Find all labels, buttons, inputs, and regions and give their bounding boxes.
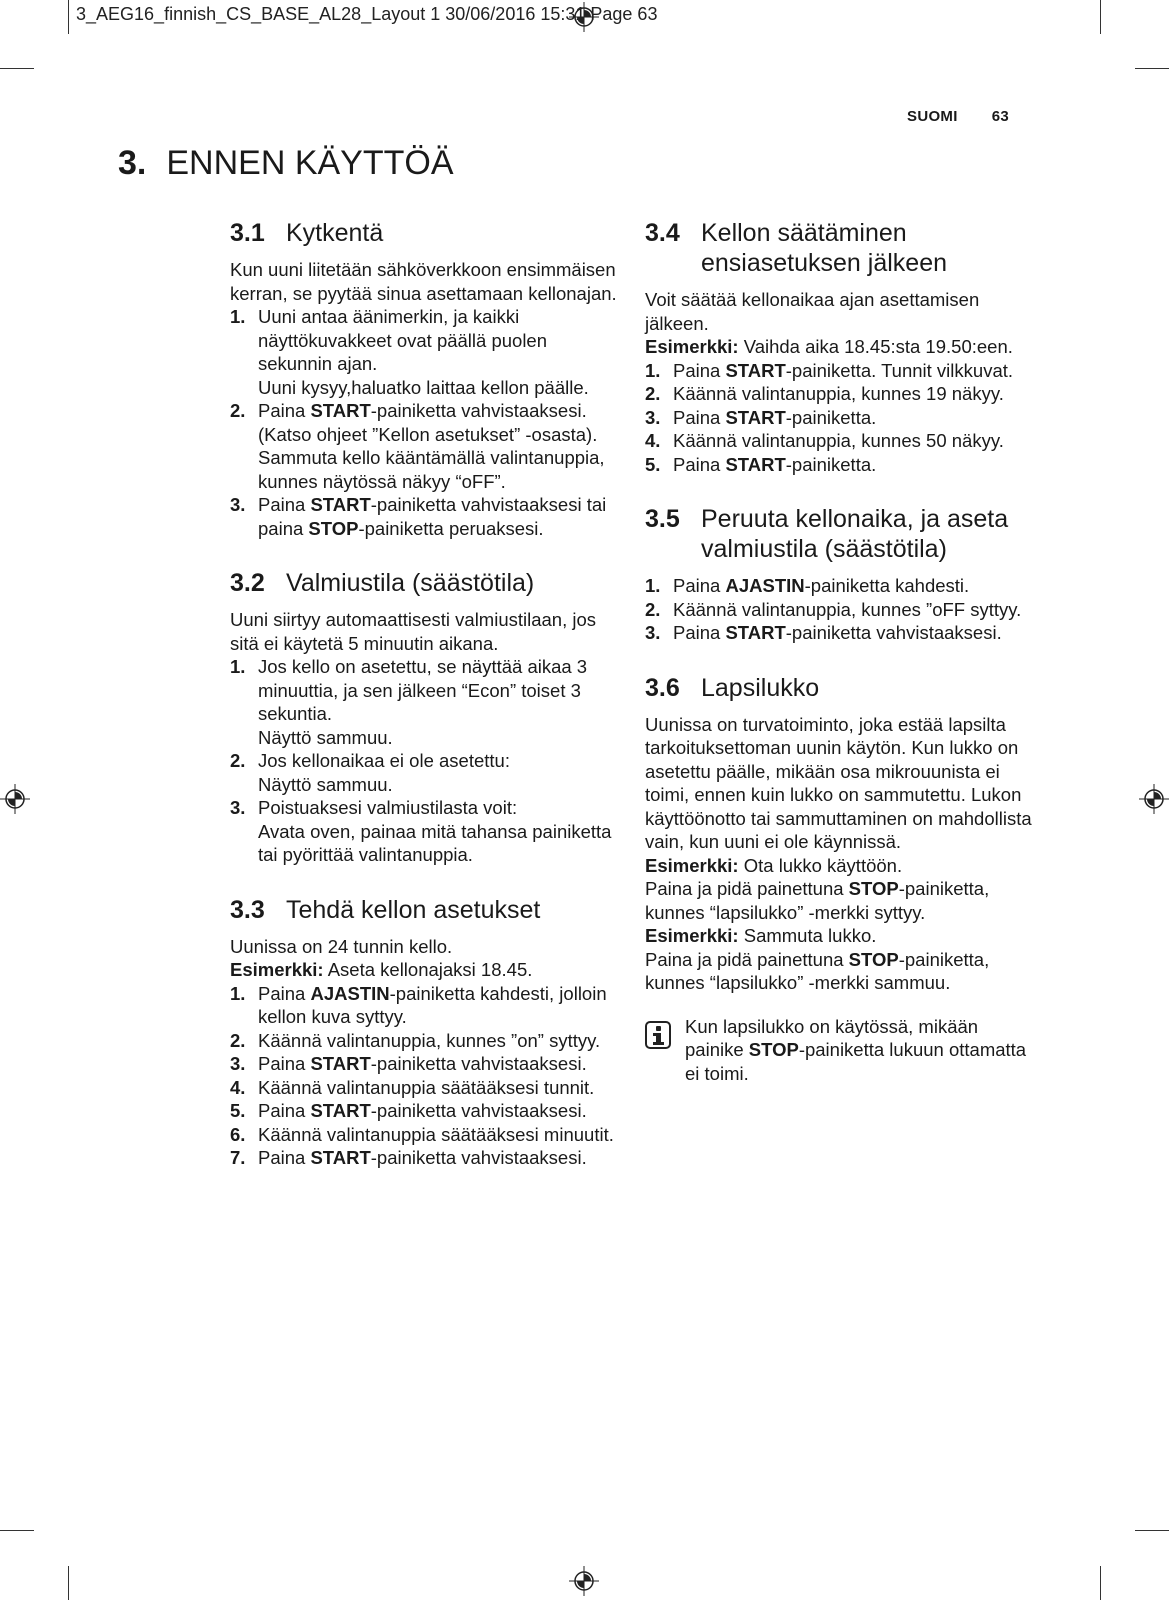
running-header-language: SUOMI — [907, 108, 958, 125]
button-name-ajastin: AJASTIN — [310, 982, 390, 1004]
button-name-start: START — [725, 622, 786, 643]
crop-mark — [0, 1530, 34, 1531]
step-text: Paina START-painiketta. — [673, 406, 877, 428]
button-name-stop: STOP — [848, 878, 899, 899]
step-number: 3. — [230, 494, 246, 515]
chapter-heading: ENNEN KÄYTTÖÄ — [166, 144, 454, 182]
step-text: Paina AJASTIN-painiketta kahdesti, jolloin kellon kuva syttyy. — [258, 982, 607, 1027]
list-item — [230, 655, 620, 726]
step-subtext: Näyttö sammuu. — [258, 726, 393, 748]
step-number: 7. — [230, 1147, 246, 1168]
example-line: Esimerkki: Aseta kellonajaksi 18.45. — [230, 959, 533, 980]
section-title: Kytkentä — [286, 219, 384, 247]
crop-mark — [0, 68, 34, 69]
section-title: Valmiustila (säästötila) — [286, 569, 535, 597]
section-heading — [230, 568, 620, 598]
step-text: Käännä valintanuppia, kunnes ”on” syttyy. — [258, 1029, 601, 1051]
step-number: 1. — [230, 982, 246, 1004]
step-number: 1. — [645, 359, 661, 381]
step-list — [230, 655, 620, 867]
list-item — [645, 621, 1035, 645]
section-heading — [645, 218, 1035, 278]
button-name-start: START — [725, 359, 786, 381]
section-3-5 — [645, 504, 1035, 645]
list-item — [230, 820, 620, 867]
registration-mark-icon — [569, 1566, 599, 1596]
page-number: 63 — [991, 108, 1009, 125]
section-title: Tehdä kellon asetukset — [286, 895, 541, 924]
button-name-stop: STOP — [308, 517, 359, 539]
button-name-start: START — [310, 400, 371, 421]
info-note — [645, 1015, 1035, 1086]
step-text: Jos kello on asetettu, se näyttää aikaa 3 minuuttia, ja sen jälkeen “Econ” toiset 3 sekuntia. — [258, 656, 588, 724]
section-title: Kellon säätäminen ensiasetuksen jälkeen — [701, 219, 947, 277]
list-item — [230, 1123, 620, 1147]
registration-mark-icon — [0, 784, 30, 814]
button-name-start: START — [310, 1100, 371, 1121]
note-text: Kun lapsilukko on käytössä, mikään painike STOP-painiketta lukuun ottamatta ei toimi. — [685, 1015, 1027, 1084]
section-3-1 — [230, 218, 620, 540]
step-list — [230, 305, 620, 540]
paragraph: Uuni siirtyy automaattisesti valmiustilaan, jos sitä ei käytetä 5 minuutin aikana. — [230, 609, 597, 654]
list-item — [230, 1146, 620, 1170]
list-item — [230, 1029, 620, 1053]
section-3-6 — [645, 673, 1035, 1086]
section-3-4 — [645, 218, 1035, 476]
step-subtext: Avata oven, painaa mitä tahansa painiketta tai pyörittää valintanuppia. — [258, 820, 612, 865]
list-item — [230, 1099, 620, 1123]
example-label: Esimerkki: — [645, 925, 739, 946]
example-label: Esimerkki: — [645, 854, 739, 876]
step-text: Käännä valintanuppia, kunnes ”oFF syttyy. — [673, 598, 1022, 620]
list-item — [645, 406, 1035, 430]
list-item — [230, 773, 620, 797]
step-text: Paina START-painiketta vahvistaaksesi. — [258, 1147, 587, 1168]
paragraph: Uunissa on turvatoiminto, joka estää lapsilta tarkoituksettoman uunin käytön. Kun lukko on asetettu päälle, mikään osa mikrouunista ei toimi, ennen kuin lukko on sammutettu. Lukon käyttöönotto tai sammuttaminen on mahdollista vain, kun uuni ei ole käynnissä. — [645, 713, 1032, 852]
paragraph: Paina ja pidä painettuna STOP-painiketta, kunnes “lapsilukko” -merkki syttyy. — [645, 878, 990, 923]
step-number: 1. — [230, 306, 246, 327]
step-text: Jos kellonaikaa ei ole asetettu: — [258, 750, 510, 771]
button-name-start: START — [310, 1147, 371, 1168]
crop-mark — [1100, 1566, 1101, 1600]
step-number: 3. — [230, 1053, 246, 1074]
section-heading — [645, 504, 1035, 564]
list-item — [645, 382, 1035, 406]
list-item — [230, 726, 620, 750]
registration-mark-icon — [1139, 784, 1169, 814]
button-name-ajastin: AJASTIN — [725, 575, 805, 596]
example-label: Esimerkki: — [645, 336, 739, 357]
step-text: Käännä valintanuppia säätääksesi tunnit. — [258, 1076, 595, 1098]
running-header — [907, 108, 1009, 125]
chapter-number: 3. — [118, 144, 147, 182]
step-subtext: Uuni kysyy,haluatko laittaa kellon päälle. — [258, 376, 589, 398]
list-item — [645, 574, 1035, 598]
step-text: Uuni antaa äänimerkin, ja kaikki näyttökuvakkeet ovat päällä puolen sekunnin ajan. — [258, 306, 548, 374]
step-number: 4. — [645, 430, 661, 451]
button-name-stop: STOP — [748, 1039, 799, 1060]
step-number: 6. — [230, 1123, 246, 1145]
crop-mark — [68, 0, 69, 34]
step-text: Paina START-painiketta vahvistaaksesi. — [673, 622, 1002, 643]
step-number: 4. — [230, 1076, 246, 1098]
step-number: 5. — [645, 453, 661, 475]
list-item — [645, 429, 1035, 453]
list-item — [230, 376, 620, 400]
step-number: 2. — [230, 1029, 246, 1051]
step-list — [645, 574, 1035, 645]
print-slug: 3_AEG16_finnish_CS_BASE_AL28_Layout 1 30/06/2016 15:31 Page 63 — [76, 4, 658, 24]
step-text: Käännä valintanuppia säätääksesi minuutit. — [258, 1123, 614, 1145]
step-text: Käännä valintanuppia, kunnes 50 näkyy. — [673, 430, 1004, 451]
step-number: 2. — [645, 598, 661, 620]
section-title: Lapsilukko — [701, 673, 820, 702]
section-title: Peruuta kellonaika, ja aseta valmiustila (säästötila) — [701, 505, 1009, 563]
step-text: Käännä valintanuppia, kunnes 19 näkyy. — [673, 383, 1004, 404]
step-number: 5. — [230, 1100, 246, 1121]
right-column — [645, 218, 1035, 1113]
step-number: 1. — [645, 575, 661, 596]
step-text: Paina START-painiketta vahvistaaksesi. — [258, 1100, 587, 1121]
button-name-stop: STOP — [848, 948, 899, 970]
button-name-start: START — [725, 406, 786, 428]
list-item — [230, 749, 620, 773]
section-number: 3.2 — [230, 569, 265, 597]
paragraph: Voit säätää kellonaikaa ajan asettamisen jälkeen. — [645, 289, 980, 334]
step-number: 2. — [230, 400, 246, 421]
chapter-title — [118, 144, 454, 183]
section-number: 3.3 — [230, 895, 265, 924]
button-name-start: START — [725, 453, 786, 475]
list-item — [230, 305, 620, 376]
section-number: 3.4 — [645, 219, 680, 247]
example-label: Esimerkki: — [230, 959, 324, 980]
list-item — [645, 359, 1035, 383]
step-text: Paina START-painiketta vahvistaaksesi. — [258, 1053, 587, 1074]
list-item — [230, 1076, 620, 1100]
example-line: Esimerkki: Sammuta lukko. — [645, 925, 877, 946]
step-list — [645, 359, 1035, 477]
example-line: Esimerkki: Vaihda aika 18.45:sta 19.50:een. — [645, 336, 1013, 357]
section-3-3 — [230, 895, 620, 1170]
step-number: 2. — [645, 383, 661, 404]
step-text: Paina AJASTIN-painiketta kahdesti. — [673, 575, 970, 596]
step-number: 3. — [230, 797, 246, 818]
example-line: Esimerkki: Ota lukko käyttöön. — [645, 854, 903, 876]
section-number: 3.6 — [645, 673, 680, 702]
crop-mark — [68, 1566, 69, 1600]
button-name-start: START — [310, 1053, 371, 1074]
section-number: 3.5 — [645, 505, 680, 533]
left-column — [230, 218, 620, 1198]
info-icon — [645, 1021, 671, 1049]
list-item — [230, 399, 620, 493]
step-text: Paina START-painiketta. — [673, 453, 877, 475]
section-3-2 — [230, 568, 620, 867]
button-name-start: START — [310, 494, 371, 515]
list-item — [230, 982, 620, 1029]
step-list — [230, 982, 620, 1170]
paragraph: Kun uuni liitetään sähköverkkoon ensimmäisen kerran, se pyytää sinua asettamaan kellonajan. — [230, 259, 617, 304]
section-heading — [645, 673, 1035, 703]
paragraph: Uunissa on 24 tunnin kello. — [230, 935, 453, 957]
crop-mark — [1135, 68, 1169, 69]
section-number: 3.1 — [230, 219, 265, 247]
list-item — [230, 796, 620, 820]
section-heading — [230, 895, 620, 925]
paragraph: Paina ja pidä painettuna STOP-painiketta, kunnes “lapsilukko” -merkki sammuu. — [645, 948, 990, 993]
step-number: 3. — [645, 622, 661, 643]
section-heading — [230, 218, 620, 248]
step-number: 2. — [230, 750, 246, 771]
step-number: 1. — [230, 656, 246, 677]
step-text: Poistuaksesi valmiustilasta voit: — [258, 797, 518, 818]
step-subtext: Näyttö sammuu. — [258, 773, 393, 795]
step-text: Paina START-painiketta vahvistaaksesi tai paina STOP-painiketta peruaksesi. — [258, 494, 607, 539]
step-text: Paina START-painiketta. Tunnit vilkkuvat. — [673, 359, 1014, 381]
crop-mark — [1100, 0, 1101, 34]
list-item — [645, 453, 1035, 477]
list-item — [230, 493, 620, 540]
list-item — [645, 598, 1035, 622]
step-number: 3. — [645, 406, 661, 428]
crop-mark — [1135, 1530, 1169, 1531]
list-item — [230, 1052, 620, 1076]
step-text: Paina START-painiketta vahvistaaksesi. (Katso ohjeet ”Kellon asetukset” -osasta). Sammuta kello kääntämällä valintanuppia, kunnes näytössä näkyy “oFF”. — [258, 400, 605, 492]
